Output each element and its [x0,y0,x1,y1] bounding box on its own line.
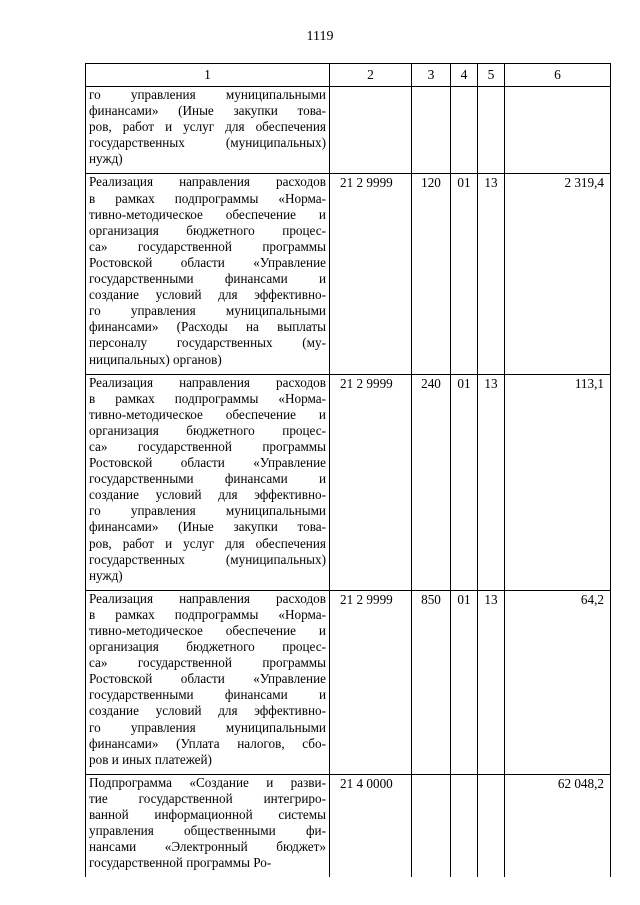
header-col-3: 3 [412,64,451,87]
table-row [86,87,611,174]
expense-type: 850 [412,590,451,774]
description-line: персоналу государственных (му- [89,335,326,351]
description-line: Ростовской области «Управление [89,671,326,687]
description-line: го управления муниципальными [89,303,326,319]
description-line: государственной программы Ро- [89,855,272,871]
amount: 2 319,4 [505,174,611,374]
row-description [86,374,330,590]
description-line: государственными финансами и [89,271,326,287]
description-line: са» государственной программы [89,655,326,671]
description-line: тие государственной интегриро- [89,790,326,806]
amount: 113,1 [505,374,611,590]
description-line: ниципальных) органов) [89,351,222,367]
row-description [86,87,330,174]
description-line: управления общественными фи- [89,823,326,839]
target-article-code [330,87,412,174]
table-row [86,590,611,774]
expense-type [412,774,451,877]
subsection-code: 13 [478,590,505,774]
section-code: 01 [451,374,478,590]
description-line: го управления муниципальными [89,719,326,735]
table-row [86,774,611,877]
section-code [451,774,478,877]
row-description [86,774,330,877]
section-code [451,87,478,174]
description-line: в рамках подпрограммы «Норма- [89,390,326,406]
description-line: ванной информационной системы [89,807,326,823]
description-line: государственными финансами и [89,471,326,487]
table-row [86,174,611,374]
expense-type [412,87,451,174]
description-line: финансами» (Иные закупки това- [89,519,326,535]
description-line: тивно-методическое обеспечение и [89,406,326,422]
subsection-code [478,774,505,877]
header-col-4: 4 [451,64,478,87]
description-line: финансами» (Иные закупки това- [89,103,326,119]
description-line: тивно-методическое обеспечение и [89,623,326,638]
description-line: Ростовской области «Управление [89,455,326,471]
description-line: са» государственной программы [89,438,326,454]
description-line: создание условий для эффективно- [89,703,326,719]
subsection-code [478,87,505,174]
description-line: Реализация направления расходов [89,174,326,190]
description-line: государственными финансами и [89,687,326,703]
header-col-1: 1 [86,64,330,87]
description-line: финансами» (Расходы на выплаты [89,319,326,335]
description-line: финансами» (Уплата налогов, сбо- [89,735,326,751]
target-article-code: 21 2 9999 [330,590,412,774]
description-line: ров, работ и услуг для обеспечения [89,535,326,551]
description-line: ров, работ и услуг для обеспечения [89,119,326,135]
section-code: 01 [451,174,478,374]
description-line: в рамках подпрограммы «Норма- [89,606,326,622]
description-line: тивно-методическое обеспечение и [89,206,326,222]
description-line: создание условий для эффективно- [89,287,326,303]
description-line: Ростовской области «Управление [89,254,326,270]
subsection-code: 13 [478,374,505,590]
row-description [86,174,330,374]
description-line: го управления муниципальными [89,503,326,519]
description-line: организация бюджетного процес- [89,422,326,438]
description-line: го управления муниципальными [89,87,326,102]
description-line: в рамках подпрограммы «Норма- [89,190,326,206]
header-col-6: 6 [505,64,611,87]
target-article-code: 21 2 9999 [330,374,412,590]
description-line: организация бюджетного процес- [89,222,326,238]
table-row [86,374,611,590]
header-row [86,64,611,87]
row-description [86,590,330,774]
section-code: 01 [451,590,478,774]
target-article-code: 21 4 0000 [330,774,412,877]
description-line: ров и иных платежей) [89,751,212,767]
amount [505,87,611,174]
description-line: Подпрограмма «Создание и разви- [89,774,326,790]
expense-type: 240 [412,374,451,590]
description-line: са» государственной программы [89,238,326,254]
target-article-code: 21 2 9999 [330,174,412,374]
page-number: 1119 [306,29,334,44]
amount: 64,2 [505,590,611,774]
budget-table [85,63,611,877]
description-line: создание условий для эффективно- [89,487,326,503]
description-line: нужд) [89,567,123,583]
description-line: государственных (муниципальных) [89,551,326,567]
description-line: нансами «Электронный бюджет» [89,839,326,855]
subsection-code: 13 [478,174,505,374]
header-col-5: 5 [478,64,505,87]
description-line: Реализация направления расходов [89,374,326,390]
amount: 62 048,2 [505,774,611,877]
description-line: организация бюджетного процес- [89,639,326,655]
description-line: Реализация направления расходов [89,590,326,606]
description-line: нужд) [89,151,123,167]
description-line: государственных (муниципальных) [89,135,326,151]
expense-type: 120 [412,174,451,374]
header-col-2: 2 [330,64,412,87]
